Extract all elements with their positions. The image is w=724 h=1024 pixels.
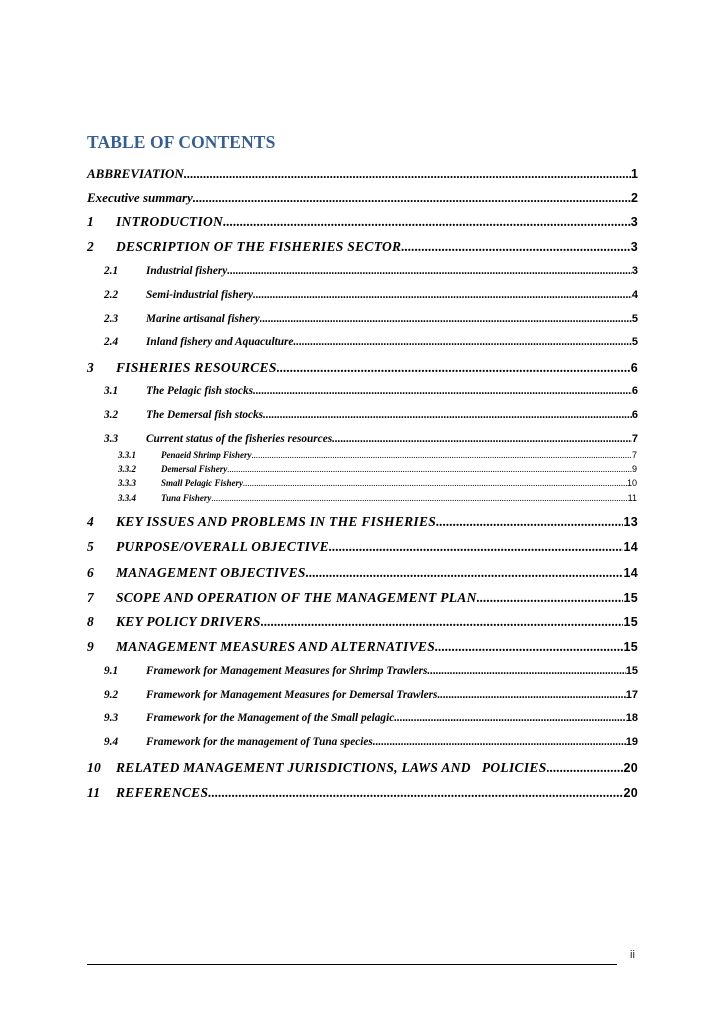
dot-leader: [260, 313, 632, 325]
toc-entry-introduction[interactable]: [87, 214, 638, 230]
toc-entry-number: 3.3.3: [118, 478, 136, 488]
dot-leader: [401, 239, 630, 255]
dot-leader: [306, 565, 624, 581]
toc-entry-page: 4: [631, 289, 638, 301]
toc-entry-key-issues[interactable]: [87, 514, 638, 530]
toc-entry-number: 3.3.2: [118, 464, 136, 474]
toc-entry-demersal-fishery[interactable]: [118, 464, 637, 474]
toc-entry-references[interactable]: [87, 785, 638, 801]
toc-entry-title: Current status of the fisheries resources: [146, 433, 333, 445]
toc-entry-page: 3: [631, 265, 638, 277]
toc-entry-number: 5: [87, 539, 95, 554]
toc-entry-number: 3.2: [104, 409, 119, 421]
toc-entry-title: Framework for the management of Tuna species: [146, 736, 373, 748]
toc-entry-number: 2.3: [104, 313, 119, 325]
toc-entry-framework-tuna[interactable]: [104, 736, 638, 748]
toc-entry-title: PURPOSE/OVERALL OBJECTIVE: [116, 539, 329, 554]
toc-entry-number: 3: [87, 360, 95, 375]
toc-entry-page: 3: [630, 240, 638, 254]
toc-entry-title: Demersal Fishery: [161, 464, 228, 474]
toc-entry-framework-small-pelagic[interactable]: [104, 712, 638, 724]
toc-entry-number: 3.1: [104, 385, 119, 397]
toc-entry-key-policy-drivers[interactable]: [87, 614, 638, 630]
dot-leader: [253, 289, 632, 301]
toc-entry-semi-industrial-fishery[interactable]: [104, 289, 638, 301]
toc-entry-number: 6: [87, 565, 95, 580]
toc-entry-tuna-fishery[interactable]: [118, 493, 637, 503]
toc-entry-page: 20: [623, 761, 638, 775]
toc-entry-title: INTRODUCTION: [116, 214, 224, 229]
toc-entry-number: 1: [87, 214, 95, 229]
toc-entry-title: KEY POLICY DRIVERS: [116, 614, 261, 629]
toc-heading: TABLE OF CONTENTS: [87, 132, 276, 152]
toc-entry-title: Penaeid Shrimp Fishery: [161, 450, 252, 460]
toc-entry-title: Inland fishery and Aquaculture: [146, 336, 294, 348]
toc-entry-page: 17: [625, 689, 638, 701]
toc-entry-current-status[interactable]: [104, 433, 638, 445]
toc-entry-page: 3: [630, 215, 638, 229]
toc-entry-number: 8: [87, 614, 95, 629]
dot-leader: [332, 433, 632, 445]
toc-entry-penaeid-shrimp-fishery[interactable]: [118, 450, 637, 460]
toc-entry-title: Industrial fishery: [146, 265, 228, 277]
toc-entry-page: 7: [631, 433, 638, 445]
toc-entry-number: 2.1: [104, 265, 119, 277]
toc-entry-fisheries-resources[interactable]: [87, 360, 638, 376]
toc-entry-title: ABBREVIATION: [87, 166, 184, 181]
toc-entry-number: 2: [87, 239, 95, 254]
dot-leader: [253, 385, 632, 397]
toc-entry-page: 2: [631, 191, 638, 205]
toc-entry-title: REFERENCES: [116, 785, 209, 800]
toc-entry-page: 11: [627, 493, 637, 503]
toc-entry-page: 15: [625, 665, 638, 677]
dot-leader: [427, 665, 625, 677]
toc-entry-number: 3.3: [104, 433, 119, 445]
toc-entry-number: 7: [87, 590, 95, 605]
page-number: ii: [630, 949, 635, 961]
toc-entry-small-pelagic-fishery[interactable]: [118, 478, 637, 488]
toc-entry-page: 18: [625, 712, 638, 724]
toc-entry-framework-demersal-trawlers[interactable]: [104, 689, 638, 701]
dot-leader: [208, 785, 623, 801]
toc-entry-page: 20: [623, 786, 638, 800]
dot-leader: [261, 614, 624, 630]
toc-entry-abbreviation[interactable]: [87, 166, 638, 182]
toc-entry-scope-operation[interactable]: [87, 590, 638, 606]
toc-entry-page: 15: [623, 591, 638, 605]
dot-leader: [223, 214, 631, 230]
toc-entry-title: FISHERIES RESOURCES: [116, 360, 277, 375]
dot-leader: [263, 409, 632, 421]
toc-entry-number: 9.2: [104, 689, 119, 701]
toc-entry-title: Marine artisanal fishery: [146, 313, 260, 325]
toc-entry-page: 19: [625, 736, 638, 748]
toc-entry-number: 10: [87, 760, 102, 775]
toc-entry-title: DESCRIPTION OF THE FISHERIES SECTOR: [116, 239, 402, 254]
toc-entry-number: 3.3.4: [118, 493, 136, 503]
toc-entry-title: MANAGEMENT OBJECTIVES: [116, 565, 306, 580]
dot-leader: [184, 166, 631, 182]
toc-entry-pelagic-fish-stocks[interactable]: [104, 385, 638, 397]
dot-leader: [211, 493, 627, 503]
footer-rule: [87, 964, 617, 965]
dot-leader: [547, 760, 624, 776]
toc-entry-title: The Demersal fish stocks: [146, 409, 264, 421]
toc-entry-page: 15: [623, 640, 638, 654]
toc-entry-number: 9.4: [104, 736, 119, 748]
toc-entry-number: 4: [87, 514, 95, 529]
toc-entry-title: MANAGEMENT MEASURES AND ALTERNATIVES: [116, 639, 436, 654]
toc-entry-executive-summary[interactable]: [87, 190, 638, 206]
dot-leader: [373, 736, 626, 748]
toc-entry-management-measures[interactable]: [87, 639, 638, 655]
toc-entry-title: Framework for the Management of the Small pelagic: [146, 712, 395, 724]
toc-entry-marine-artisanal-fishery[interactable]: [104, 313, 638, 325]
toc-entry-page: 1: [631, 167, 638, 181]
dot-leader: [293, 336, 631, 348]
dot-leader: [394, 712, 626, 724]
toc-entry-number: 2.2: [104, 289, 119, 301]
toc-entry-number: 3.3.1: [118, 450, 136, 460]
dot-leader: [477, 590, 624, 606]
toc-entry-number: 9: [87, 639, 95, 654]
toc-entry-page: 5: [631, 313, 638, 325]
toc-entry-title: Small Pelagic Fishery: [161, 478, 243, 488]
toc-entry-number: 2.4: [104, 336, 119, 348]
toc-entry-title: Framework for Management Measures for Shrimp Trawlers: [146, 665, 428, 677]
toc-entry-industrial-fishery[interactable]: [104, 265, 638, 277]
toc-entry-page: 13: [623, 515, 638, 529]
toc-entry-related-jurisdictions[interactable]: [87, 760, 638, 776]
toc-entry-page: 14: [623, 566, 638, 580]
toc-entry-title: SCOPE AND OPERATION OF THE MANAGEMENT PLAN: [116, 590, 477, 605]
dot-leader: [329, 539, 624, 555]
toc-entry-inland-fishery[interactable]: [104, 336, 638, 348]
toc-entry-title: The Pelagic fish stocks: [146, 385, 253, 397]
toc-entry-page: 14: [623, 540, 638, 554]
toc-entry-demersal-fish-stocks[interactable]: [104, 409, 638, 421]
toc-entry-page: 15: [623, 615, 638, 629]
toc-entry-page: 6: [631, 385, 638, 397]
toc-entry-page: 6: [630, 361, 638, 375]
dot-leader: [193, 190, 631, 206]
dot-leader: [277, 360, 631, 376]
toc-entry-title: KEY ISSUES AND PROBLEMS IN THE FISHERIES: [116, 514, 437, 529]
toc-entry-title: RELATED MANAGEMENT JURISDICTIONS, LAWS AND POLICIES: [116, 760, 547, 775]
toc-entry-page: 9: [631, 464, 637, 474]
toc-entry-page: 5: [631, 336, 638, 348]
toc-entry-management-objectives[interactable]: [87, 565, 638, 581]
dot-leader: [243, 478, 627, 488]
dot-leader: [227, 464, 632, 474]
toc-entry-number: 9.3: [104, 712, 119, 724]
dot-leader: [252, 450, 632, 460]
dot-leader: [437, 689, 625, 701]
toc-entry-purpose-objective[interactable]: [87, 539, 638, 555]
toc-entry-number: 11: [87, 785, 101, 800]
toc-entry-page: 7: [631, 450, 637, 460]
dot-leader: [436, 514, 623, 530]
toc-entry-title: Executive summary: [87, 190, 193, 205]
dot-leader: [435, 639, 623, 655]
toc-entry-title: Tuna Fishery: [161, 493, 212, 503]
toc-entry-title: Semi-industrial fishery: [146, 289, 254, 301]
toc-entry-page: 10: [626, 478, 637, 488]
toc-entry-framework-shrimp-trawlers[interactable]: [104, 665, 638, 677]
toc-entry-page: 6: [631, 409, 638, 421]
dot-leader: [227, 265, 632, 277]
toc-entry-number: 9.1: [104, 665, 119, 677]
toc-entry-description-fisheries-sector[interactable]: [87, 239, 638, 255]
toc-entry-title: Framework for Management Measures for Demersal Trawlers: [146, 689, 438, 701]
